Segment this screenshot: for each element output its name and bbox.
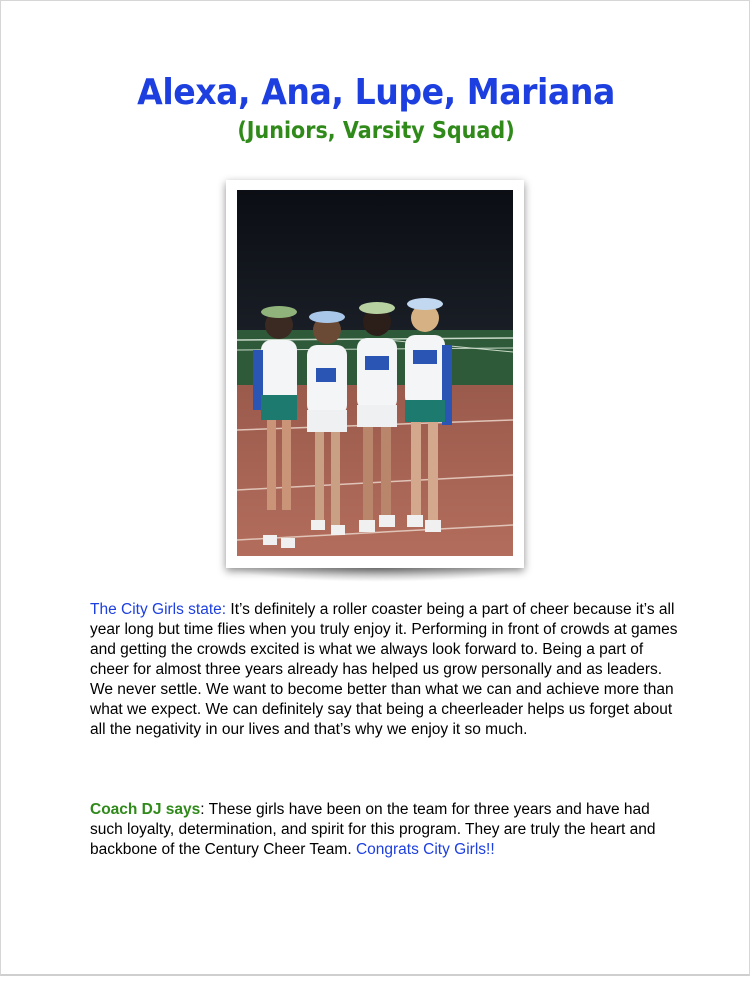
- coach-closing: Congrats City Girls!!: [355, 841, 495, 858]
- photo-frame: [226, 180, 524, 568]
- statement-paragraph: [90, 600, 680, 740]
- page-subtitle: (Juniors, Varsity Squad): [237, 118, 515, 144]
- coach-text: : These girls have been on the team for three years and have had such loyalty, determination, and spirit for this program. They are truly the heart and backbone of the Century Cheer Team.: [90, 801, 656, 858]
- statement-text: It’s definitely a roller coaster being a part of cheer because it’s all year long but time flies when you truly enjoy it. Performing in front of crowds at games and getting the crowds excited is what we always look forward to. Being a part of cheer for almost three years already has helped us grow personally and as leaders. We never settle. We want to become better than what we can and achieve more than what we expect. We can definitely say that being a cheerleader helps us forget about all the negativity in our lives and that’s why we enjoy it so much.: [90, 601, 678, 738]
- photo-shadow: [232, 568, 522, 582]
- coach-lead: Coach DJ says: [90, 801, 201, 818]
- page-title: Alexa, Ana, Lupe, Mariana: [137, 72, 615, 113]
- cheer-team-photo: [237, 190, 513, 556]
- statement-lead: The City Girls state:: [90, 601, 227, 618]
- coach-paragraph: [90, 800, 680, 860]
